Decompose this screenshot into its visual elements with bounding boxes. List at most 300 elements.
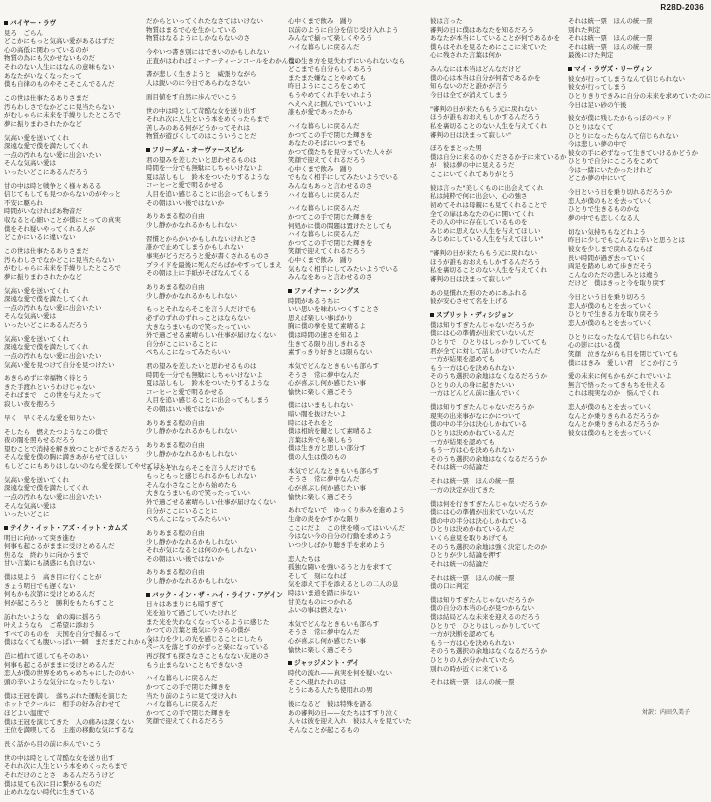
song-title: バイヤー・ラヴ	[4, 19, 134, 28]
lyric-line: 一方の決定が出てきた	[430, 485, 495, 494]
lyric-stanza	[4, 182, 134, 242]
lyric-line: そうさ 常に夢中なんだ	[288, 628, 360, 637]
lyric-line: そしたら 燃えたつようなこの僕で	[4, 427, 108, 436]
lyric-line: 深遠な愛で僕を満たしてくれ	[4, 343, 89, 352]
lyric-line: 僕は生き方と思しい部分す	[288, 444, 366, 453]
lyric-stanza	[288, 700, 418, 734]
lyric-line: 世の中は時として苛酷な女を送り出す	[4, 753, 115, 762]
lyric-line: 時代の流れ——真実を何を疑いない	[288, 669, 392, 678]
lyric-line: 夢の中でも恋しくなる人	[568, 214, 640, 223]
lyric-line: 見ろ ごらん	[4, 28, 43, 37]
lyric-line: 何が起ころうと 勝利をもたらすこと	[4, 598, 115, 607]
lyric-line: 笑顔で迎えてくれるだろう	[146, 717, 224, 726]
lyric-line: 誰もが愛であったから	[288, 108, 353, 117]
lyric-line: 切ない気持ちもなどれよう	[568, 227, 646, 236]
lyric-stanza	[146, 362, 276, 414]
lyric-line: 恋人が僕のもとを去っていく	[568, 301, 653, 310]
lyric-line: 無言で悟ったってきもちを仕える	[568, 380, 666, 389]
lyric-line: 両足を踏めしめて歩きだそう	[568, 262, 653, 271]
lyric-line: ひとりは決めかねているんだ	[430, 525, 515, 534]
lyric-line: 笑顔 泣きながらも目を閉じていても	[568, 349, 679, 358]
lyric-line: 彼は言った"美しくものに出会えてくれ	[430, 183, 544, 192]
lyric-stanza	[288, 555, 418, 615]
lyric-line: ハイな暮らしに戻るんだ	[146, 674, 218, 683]
lyric-line: またまた嫌なことやめても	[288, 73, 366, 82]
lyric-line: ひとりで ひとりはしっかりしていても	[430, 337, 547, 346]
lyric-line: 僕は王冠を満し 落ちぶれた運転を演じた	[4, 691, 128, 700]
lyric-stanza	[430, 596, 560, 673]
lyric-line: 思えば楽しい事ばかり	[288, 313, 353, 322]
lyric-line: ぺちんこになってみたらいい	[146, 348, 231, 357]
lyric-line: 今は悲しい夢の中で	[568, 140, 627, 149]
lyric-line: 僕の心は本当は自分が何者であるかを	[430, 73, 541, 82]
lyric-line: 日々はあまりにも暗すぎて	[146, 600, 224, 609]
lyric-line: とうにある人たち使用れの男	[288, 686, 373, 695]
lyric-line: 今は力を少しの光を感じることにしたら	[146, 634, 263, 643]
lyric-line: がむしゃらに未来を手繰りしたところで	[4, 264, 121, 273]
lyric-line: 生命の炎をかすかな限り	[288, 514, 360, 523]
lyric-line: これは現実なのか 悩んでくれ	[568, 389, 659, 398]
lyric-line: あなたがいなくなったって	[4, 71, 82, 80]
lyric-stanza	[4, 29, 134, 89]
lyric-line: 彼女の手に必ずなって生きていけるかどうか	[568, 148, 698, 157]
lyric-line: ひとりの人の身に起きたいい	[430, 380, 515, 389]
lyric-line: でもなく相手にしてみたいようでいる	[288, 173, 399, 182]
lyric-line: ほうが誰もおおえもしかするんだろう	[430, 257, 541, 266]
lyric-line: みじめに思えない人生を与えてほしい	[430, 226, 541, 235]
lyric-line: コーヒーと愛で明るかせる	[146, 181, 224, 190]
lyric-stanza	[146, 674, 276, 726]
lyric-line: どこかにいるに違いない	[4, 233, 76, 242]
lyric-line: 夢に振りまわされたかなど	[4, 119, 82, 128]
lyric-line: 今日という日を乗り切ろう	[568, 293, 646, 302]
lyric-line: 僕は王冠を演じてきた 人の痛みは深くない	[4, 717, 134, 726]
lyric-stanza	[430, 144, 567, 179]
lyric-line: 僕は相続を鍵として素晴るよ	[288, 427, 373, 436]
lyric-line: 物質はなるようにしかならないのさ	[146, 34, 250, 43]
lyric-stanza	[4, 247, 134, 281]
lyric-line: それは統一票 ほんの統一票	[430, 678, 515, 687]
lyric-line: そのうち選択の余地はなくなるだろうか	[430, 372, 547, 381]
lyric-line: 昨日に少しでもこんなに辛いと思うとは	[568, 236, 685, 245]
lyric-stanza	[288, 669, 418, 695]
lyric-line: 審判の日は決まって寂しい"	[430, 274, 511, 283]
song-title: バック・イン・ザ・ハイ・ライフ・アゲイン	[146, 591, 276, 600]
lyric-line: 当たり前のように見て受け入れ	[146, 691, 237, 700]
lyric-line: きょう明日でも遅くない	[4, 581, 76, 590]
lyric-line: 笑顔で迎えてくれるだろう	[288, 247, 366, 256]
lyric-line: 僕は結局どんな未来を迎えるのだろう	[430, 613, 541, 622]
lyric-line: この世は仕事たるありさまだ	[4, 247, 89, 255]
lyric-line: もう一方は心を決められない	[430, 446, 515, 455]
lyric-line: 僕は時間の速さを知るよ	[288, 330, 360, 339]
lyric-line: 彼女は僕のもとを去っていく	[568, 429, 653, 438]
lyric-line: 孤独な闘いを強いるうと力を求すて	[288, 563, 393, 572]
lyric-stanza	[430, 17, 560, 60]
lyric-line: 心の影にはいる僕	[568, 341, 620, 350]
lyric-line: 時にはそれをと	[288, 418, 334, 427]
lyric-line: 何事も起こるがままに受けとめるんだ	[4, 660, 115, 669]
lyric-line: そんな気高い愛は	[4, 501, 56, 510]
lyric-stanza	[4, 427, 173, 471]
lyric-line: それは統一票 ほんの統一票	[430, 477, 515, 486]
lyric-stanza	[146, 419, 276, 436]
lyric-line: 何もかも次第に受けとめるんだ	[4, 590, 95, 599]
lyric-line: 少し静かかなれるかもしれない	[146, 449, 237, 458]
lyric-line: そんな気高い愛は	[4, 159, 56, 168]
lyric-line: 以前のように自分を信じ受け入れよう	[288, 25, 399, 34]
lyric-line: 愉快に楽しく過ごそう	[288, 645, 353, 654]
lyric-line: いつ少しばかり聴き手を求めよう	[288, 540, 386, 549]
lyric-line: 素すっきり好きとは限らない	[288, 348, 373, 357]
lyric-line: 僕も自律のものやそこそこんでるんだ	[4, 80, 115, 89]
lyric-line: 僕の中の半分は決心しかねている	[430, 516, 528, 525]
lyric-line: 外で過ごせる素晴らしい仕事が届けなくない	[146, 331, 276, 340]
lyric-line: 時間を一分でも無駄にしちゃいけないよ	[146, 370, 263, 379]
lyric-line: 甘い言葉にも誘惑にも負けない	[4, 559, 95, 568]
lyric-line: ここにいてくれてありがとう	[430, 170, 515, 179]
lyric-line: 笑顔で迎えてくれるだろう	[288, 156, 366, 165]
lyric-line: 自分がここにいることに	[146, 339, 218, 348]
song-title: マイ・ラヴズ・リーヴィン	[568, 65, 698, 74]
lyric-line: 僕の中の半分は決心しかねている	[430, 420, 528, 429]
lyric-line: 誰かで止めてしまうかもしれない	[146, 243, 244, 252]
lyric-line: ハイな暮らしに戻るんだ	[288, 204, 360, 213]
lyric-line: 僕は見よう 高き目に行くことが	[4, 573, 102, 582]
lyric-line: かつてこの手で閉じた輝きを	[288, 130, 373, 139]
lyric-line: そのうち選択の余地はなくなるだろうか	[430, 647, 547, 656]
lyric-stanza	[4, 534, 134, 568]
song-title: テイク・イット・アズ・イット・カムズ	[4, 524, 134, 533]
lyric-line: 叶えようなら ご希望に添おう	[4, 621, 95, 630]
lyric-line: そして 刻になれば	[288, 571, 347, 580]
lyric-stanza	[146, 305, 276, 357]
lyric-line: 彼は言った	[430, 17, 463, 25]
lyric-line: ありあまる程の自由	[146, 441, 205, 450]
lyric-line: 本気でどんなときもいも部らす	[288, 466, 379, 475]
lyric-line: 審判の日は決まって寂しい"	[430, 130, 511, 139]
song-title: フリーダム・オーヴァースピル	[146, 146, 276, 155]
lyric-line: すべてのものを 天国を自分で掘るって	[4, 629, 121, 638]
lyric-line: どこか夢の中にいて	[568, 174, 627, 183]
lyric-line: きた手渡れというわけじゃない	[4, 382, 95, 391]
lyric-stanza	[4, 573, 134, 607]
lyric-line: 恋人たちは	[288, 554, 321, 563]
lyric-line: 夜の闇を照らせるだろう	[4, 436, 76, 445]
lyric-line: 深遠な愛で僕を満たしてくれ	[4, 295, 89, 304]
lyric-line: 苦しみのある何がどうかってそれは	[146, 123, 250, 132]
lyric-line: ひとりは決めかねているんだ	[430, 429, 515, 438]
lyric-line: 彼女を少しまで戻れるならば	[568, 245, 653, 253]
lyric-line: あなたのそばにいつまでも	[288, 139, 366, 148]
lyric-line: 生きてる限り出しきれるさ	[288, 339, 366, 348]
lyric-line: 心が喜ぶし何か感じたい事	[288, 379, 366, 388]
lyric-line: 私は純粋で何に出会い、心の強さ	[430, 192, 528, 201]
lyric-line: みじめにしている人生を与えてほしい"	[430, 235, 544, 244]
lyric-line: 世の中は時として苛酷な女を送り出す	[146, 106, 257, 115]
lyric-line: そうさ 常に夢中なんだ	[288, 475, 360, 484]
lyric-stanza	[146, 464, 276, 524]
lyric-line: 一点の汚れもない愛に出会いたい	[4, 150, 102, 159]
lyric-stanza	[430, 184, 560, 244]
song-title: スプリット・ディシジョン	[430, 311, 560, 320]
lyric-line: 今やいつ書き別にはできいのかもしれない	[146, 47, 270, 56]
lyric-line: かつてこの手で閉じた輝きを	[146, 682, 231, 691]
lyric-line: 愛の未来に何もかもがこれでいいよ	[568, 372, 672, 381]
lyric-line: そこへ現れたれのは	[288, 677, 347, 686]
lyric-line: ぺちんこになってみたらいい	[146, 515, 231, 524]
lyric-line: 僕は知りすぎたんじゃないだろうか	[430, 403, 534, 412]
lyric-line: 本気でどんなときもいも部らす	[288, 361, 379, 370]
lyric-stanza	[4, 692, 134, 735]
lyric-line: だからといってくれたなさてはいけない	[146, 17, 263, 25]
lyric-stanza	[4, 94, 134, 128]
lyric-line: 長い時間が過ぎ去っていく	[568, 253, 646, 262]
lyric-line: かつて僕たちを見守っていた人々が	[288, 147, 392, 156]
lyric-line: 僕の口に判定	[430, 582, 469, 591]
lyric-line: それは統一票 ほんの統一票	[430, 573, 515, 582]
lyric-line: 一方が決断を認めても	[430, 630, 495, 639]
translator-credit: 対訳：内田久美子	[642, 709, 691, 716]
lyric-line: 心の高低に関わっているのが	[4, 45, 89, 54]
lyric-line: 全ての扉はあなたの心に開いてくれ	[430, 209, 534, 218]
lyric-line: それは統一の結論だ	[430, 559, 489, 568]
lyric-line: ひとりはなくて	[568, 122, 614, 131]
lyric-stanza	[288, 506, 418, 549]
lyric-stanza	[430, 105, 560, 139]
lyric-line: 僕にはきみ 愛しい君 どこか行こう	[568, 358, 679, 367]
lyric-line: もう止まらないこともできないさ	[146, 660, 244, 669]
lyric-line: 長く話から目の前に歩んでいこう	[4, 739, 102, 748]
lyric-line: 外で過ごせる素晴らしい仕事が届けなくない	[146, 497, 276, 506]
lyric-line: 僕は見ても次に目に繋がるものだ	[4, 779, 102, 788]
lyric-line: 正直がはわればミーナーティーンコールをわかんない	[146, 56, 302, 65]
lyric-stanza	[568, 333, 698, 367]
lyric-line: いったいどこに	[4, 510, 50, 519]
lyric-line: 少し静かかなれるかもしれない	[146, 427, 237, 436]
lyric-stanza	[146, 600, 276, 669]
lyric-line: 物質の為にも欠かせないものだ	[4, 54, 95, 63]
lyric-line: 心中くまで飲み 踊り	[288, 164, 353, 173]
lyric-stanza	[146, 107, 276, 141]
lyric-line: あきらめずに幸福物く待とう	[4, 374, 89, 383]
lyric-line: それだけのことさ あるんだろうけど	[4, 770, 115, 779]
lyric-line: 恋人が僕のもとを去っていく	[568, 403, 653, 412]
lyric-line: それのない人生にはなんの意味もない	[4, 62, 115, 71]
lyric-stanza	[288, 362, 418, 396]
lyric-line: もっともっと感じられるかもしれない	[146, 472, 257, 481]
lyric-line: 止めれなない時代に生きている	[4, 788, 95, 797]
lyric-stanza	[146, 441, 276, 458]
lyric-line: 僕は知りすぎたんじゃないだろうか	[430, 320, 534, 329]
lyric-line: 深遠な愛で僕を満たしてくれ	[4, 484, 89, 493]
lyric-line: なんとか乗りきられるだろうか	[568, 420, 659, 429]
lyric-line: 心に残された言葉は何か	[430, 51, 502, 60]
lyric-line: かつての言葉と勇気に今さらの僕が	[146, 626, 250, 635]
lyric-line: 収なると心細いことが僕にとっての真実	[4, 216, 121, 225]
lyric-stanza	[4, 335, 134, 369]
lyric-line: 物質はまるで心を生かしている	[146, 25, 237, 34]
lyric-line: それは統一の結論だ	[430, 463, 489, 472]
lyric-line: そのうち選択の余地はなくなるだろうか	[430, 454, 547, 463]
lyric-line: ひとりになったらなんて信じられない	[568, 131, 679, 140]
lyric-line: 気もなく相手にしてみたいようでいる	[288, 264, 399, 273]
lyric-line: 光を辿りて過ごしていたけれど	[146, 609, 237, 618]
lyric-line: 時間を一分でも無駄にしちゃいけないよ	[146, 164, 263, 173]
lyric-stanza	[4, 287, 134, 330]
lyric-line: かつてこの手で閉じた輝きを	[146, 708, 231, 717]
lyric-line: いくら意見を取りあげても	[430, 533, 508, 542]
lyric-stanza	[146, 70, 276, 87]
lyric-line: 王位を満喫してる 主座の移動な気にするな	[4, 726, 134, 735]
lyric-stanza	[430, 477, 560, 494]
lyric-stanza	[288, 204, 418, 281]
lyric-line: 寂しい夜を抱ろう	[4, 400, 56, 409]
lyric-line: 少し静かかなれるかもしれない	[146, 291, 237, 300]
lyric-line: かつてこの手で閉じた輝きを	[288, 238, 373, 247]
lyric-line: もっとそれならそこを言う人だけでも	[146, 463, 257, 472]
lyric-line: いったいどこにあるんだろう	[4, 167, 89, 176]
lyric-line: 現実の出来事がなにかについて	[430, 411, 521, 420]
lyric-line: 昨日ようにこころをこめて	[288, 82, 366, 91]
lyric-line: 時間がいなければあ物音だ	[4, 207, 82, 216]
lyric-line: 心中くまで飲み 踊り	[288, 17, 353, 25]
lyric-line: 審判の日に僕はあなたを知るだろう	[430, 25, 534, 34]
lyric-line: その朝はいい後ではないか	[146, 405, 224, 414]
lyric-line: 僕には心の準備が出来ていないんだ	[430, 508, 534, 517]
lyric-line: 人々は彼を迎え入れ 彼は人々を見ていた	[288, 717, 412, 726]
lyric-line: 心中くまで飲み 踊り	[288, 256, 353, 264]
lyric-line: いったいどこにあるんだろう	[4, 320, 89, 329]
lyric-line: ひとりきりできみに自分の未来を求めていたのに	[568, 91, 711, 100]
lyric-stanza	[568, 228, 698, 288]
lyric-line: 事実がどうだろうと愛が書くされるものさ	[146, 251, 270, 260]
lyric-stanza	[146, 568, 276, 585]
lyric-stanza	[146, 234, 282, 278]
lyric-line: 愉快に楽しく過ごそう	[288, 492, 353, 501]
song-title: ジャッジメント・デイ	[288, 659, 418, 668]
lyric-line: 一方はどんどん前に進んでいく	[430, 389, 521, 398]
lyric-line: 今日という日を乗り切れるだろうか	[568, 188, 672, 197]
lyric-line: その人の中に存在しているものを	[430, 218, 528, 227]
lyric-line: 汚らわしさでなかどこに見当たらない	[4, 102, 115, 111]
lyric-line: あの審判の日——女たちはすすり泣く	[288, 708, 399, 717]
lyric-line: 彼女が行ってしまうなんて信じられない	[568, 74, 685, 83]
lyric-stanza	[288, 297, 418, 357]
lyric-line: ありあまる程の自由	[146, 528, 205, 537]
lyric-line: みんなで揃って楽しくやろう	[288, 34, 373, 43]
lyric-line: コーヒーと愛で明るかせる	[146, 387, 224, 396]
lyric-line: 汚らわしさでなかどこに見当たらない	[4, 255, 115, 264]
lyric-line: 気高い愛を見つけて自分を見つけたい	[4, 360, 115, 369]
lyric-line: ひとりになったなんて信じられない	[568, 332, 672, 341]
lyric-line: 最後にけた判定	[568, 51, 614, 60]
lyric-line: 信じてもしても見つからないのがやっと	[4, 190, 121, 199]
lyric-line: 君の望みを差したいと思わせるものは	[146, 362, 257, 371]
lyric-line: みんなをあっと言わせるのさ	[288, 273, 373, 282]
lyric-stanza	[4, 652, 134, 686]
lyric-line: 明日に向かって突き進む	[4, 533, 76, 542]
lyric-line: 時間があるうちに	[288, 296, 340, 305]
lyric-line: ほどよい温度で	[4, 708, 50, 717]
lyric-line: 頭の辛いような気分になったりしない	[4, 678, 115, 686]
lyric-line: 深遠な愛で僕を満たしてくれ	[4, 142, 89, 151]
lyric-line: 大きなうまいもので笑ったっていい	[146, 489, 250, 498]
lyric-line: 知らないのだと誰かが言う	[430, 82, 508, 91]
lyric-line: 物質が遊びくしてのはこういうことだ	[146, 132, 257, 141]
lyric-line: 私を裏切ることのない人生を与えてくれ	[430, 121, 547, 130]
lyric-stanza	[146, 156, 276, 208]
lyric-line: その朝はいい後ではないか	[146, 198, 224, 207]
lyric-line: 心が喜ぶし何か感じたい事	[288, 484, 366, 492]
lyric-stanza	[430, 678, 560, 687]
lyric-line: 彼女が僕に残したからっぽのベッド	[568, 114, 672, 123]
lyric-stanza	[568, 17, 698, 60]
lyric-line: そうさ 常に夢中なんだ	[288, 370, 360, 379]
lyric-stanza	[4, 374, 134, 408]
lyric-line: ハイな暮らしに戻るんだ	[288, 230, 360, 239]
lyric-stanza	[430, 500, 560, 569]
lyric-line: 本気でどんなときもいも部らす	[288, 619, 379, 628]
lyric-line: 今は一緒にいたかったけれど	[568, 165, 653, 174]
lyric-line: 気高い愛を送いてくれ	[4, 286, 69, 295]
lyric-line: 必ずのずれのずれっことはならない	[146, 313, 250, 322]
lyric-stanza	[568, 188, 698, 222]
lyric-line: 夏は話しもし 鈴木をついたりするような	[146, 172, 270, 181]
lyric-stanza	[146, 212, 276, 229]
lyric-stanza	[4, 740, 134, 749]
lyric-line: 人目を追い感じることに出会ってもしまう	[146, 190, 270, 199]
lyric-line: 別れの時が近くに来ている	[430, 664, 508, 673]
lyric-line: ぼろをまとった男	[430, 144, 482, 153]
lyric-line: 僕はなくても腹いっぱい一瞬 まだまだこれからさ	[4, 638, 154, 647]
lyric-stanza	[288, 620, 418, 654]
lyric-line: 言葉は外でも楽しもう	[288, 435, 353, 444]
lyric-line: 胸に僕の拳を見て素晴るよ	[288, 322, 366, 331]
lyric-line: 一点の汚れもない愛に出会いたい	[4, 351, 102, 360]
lyric-line: 少し静かかなれるかもしれない	[146, 221, 237, 229]
lyric-line: 焦るな 終わりに向かうまで	[4, 550, 89, 559]
lyric-line: 人目を追い感じることに出会ってもしまう	[146, 396, 270, 405]
lyric-line: 一方が結果を認めても	[430, 437, 495, 446]
lyric-stanza	[430, 403, 560, 472]
lyric-line: 別れた判定	[568, 25, 601, 34]
lyric-line: ハイな暮らしに戻るんだ	[146, 700, 218, 709]
lyric-stanza	[430, 249, 560, 283]
lyric-line: そんなことが起こるもの	[288, 725, 360, 734]
lyric-line: 後になるど 彼は特殊を語る	[288, 700, 373, 708]
lyric-line: ハイな暮らしに戻るんだ	[288, 190, 360, 199]
lyric-line: それは統一票 ほんの統一票	[568, 42, 653, 51]
lyric-line: 僕は自分に来るのかくださるか子に来ているか	[430, 152, 567, 161]
lyric-line: だけど 僕はきっと今を取り戻す	[568, 279, 666, 288]
lyric-stanza	[288, 57, 418, 117]
lyric-line: "審判の日が来たらもう元に戻れない	[430, 104, 537, 113]
lyric-line: 君の望みを差したいと思わせるものは	[146, 155, 257, 164]
lyric-stanza	[288, 401, 418, 461]
lyric-line: 気を添えて手を添えるとしの二人の息	[288, 580, 399, 589]
lyrics-column-5	[568, 17, 711, 443]
lyric-line: そんな愛を僕の胸に満きあがらせてほしい	[4, 453, 128, 462]
lyric-stanza	[4, 754, 134, 797]
lyric-line: 僕には心の準備が出来ていないんだ	[430, 329, 534, 338]
lyric-line: ハイな暮らしに戻るんだ	[288, 42, 360, 51]
lyric-line: あなたが本当にしていることが何であるかを	[430, 34, 560, 43]
lyric-line: 一点の汚れもない愛に出会いたい	[4, 492, 102, 501]
lyric-line: 訪れたいような 命の海に揺ろう	[4, 612, 102, 621]
lyric-stanza	[568, 74, 711, 109]
lyric-line: 不安に駆られ	[4, 198, 43, 207]
